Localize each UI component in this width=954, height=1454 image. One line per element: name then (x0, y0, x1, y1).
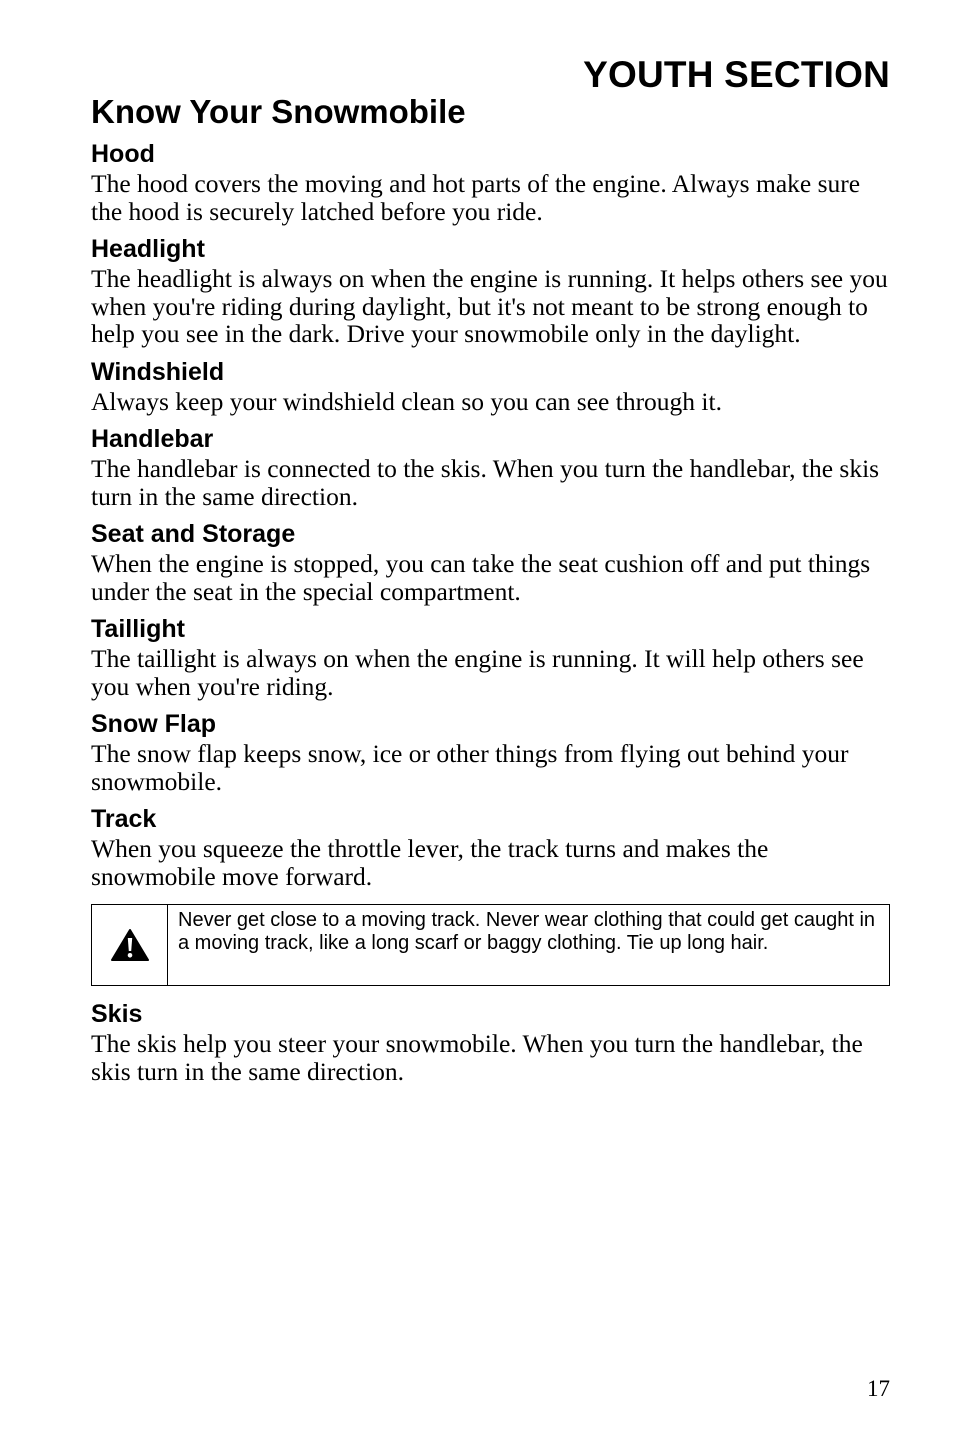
section-handlebar (91, 423, 891, 510)
section-heading: Hood (91, 140, 155, 168)
section-taillight (91, 613, 891, 700)
section-text: The headlight is always on when the engine is running. It helps others see you when you're riding during daylight, but it's not meant to be strong enough to help you see in the dark. Drive your snowmobile only in the daylight. (91, 264, 888, 348)
section-text: When the engine is stopped, you can take the seat cushion off and put things under the seat in the special compartment. (91, 549, 871, 606)
section-text: The hood covers the moving and hot parts of the engine. Always make sure the hood is securely latched before you ride. (91, 169, 861, 226)
section-text: Always keep your windshield clean so you can see through it. (91, 386, 722, 416)
warning-box (91, 904, 890, 986)
section-heading: Track (91, 805, 157, 833)
warning-triangle-icon (110, 928, 150, 962)
page-title: Know Your Snowmobile (91, 93, 466, 130)
section-text: The snow flap keeps snow, ice or other things from flying out behind your snowmobile. (91, 739, 849, 796)
section-text: The handlebar is connected to the skis. When you turn the handlebar, the skis turn in the same direction. (91, 454, 880, 511)
section-title: YOUTH SECTION (583, 54, 890, 95)
section-heading: Headlight (91, 235, 205, 263)
section-windshield (91, 356, 891, 416)
warning-text: Never get close to a moving track. Never wear clothing that could get caught in a moving track, like a long scarf or baggy clothing. Tie up long hair. (178, 909, 876, 954)
content-body (91, 138, 891, 1093)
section-text: The taillight is always on when the engine is running. It will help others see you when you're riding. (91, 644, 864, 701)
section-heading: Handlebar (91, 425, 214, 453)
warning-icon-cell (92, 905, 168, 985)
section-heading: Taillight (91, 615, 185, 643)
section-heading: Windshield (91, 357, 225, 386)
section-heading: Seat and Storage (91, 520, 296, 548)
page-number: 17 (867, 1376, 890, 1401)
section-headlight (91, 233, 891, 348)
section-skis (91, 998, 891, 1085)
section-text: When you squeeze the throttle lever, the track turns and makes the snowmobile move forward. (91, 834, 769, 891)
section-seat-and-storage (91, 518, 891, 605)
section-hood (91, 138, 891, 225)
section-heading: Snow Flap (91, 710, 216, 738)
section-track (91, 803, 891, 890)
section-text: The skis help you steer your snowmobile. When you turn the handlebar, the skis turn in the same direction. (91, 1029, 863, 1086)
section-snow-flap (91, 708, 891, 795)
section-heading: Skis (91, 1000, 143, 1028)
